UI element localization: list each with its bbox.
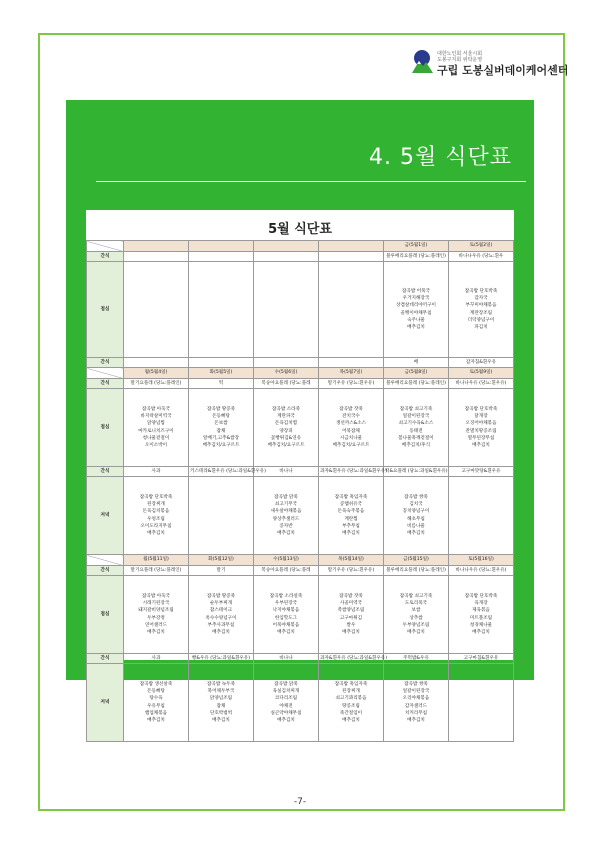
menu-item: 잡곡밥 쌍죽 bbox=[404, 681, 428, 687]
menu-item: 잡채 bbox=[216, 428, 226, 434]
menu-item: 잡곡밥 쌍죽 bbox=[404, 494, 428, 500]
menu-item: 잡곡밥 단호박죽 bbox=[464, 593, 498, 599]
menu-item: 시래기된장국 bbox=[142, 601, 170, 607]
org-name: 구립 도봉실버데이케어센터 bbox=[437, 64, 569, 77]
menu-item: 돈등뼈탕 bbox=[147, 689, 165, 695]
menu-cell bbox=[384, 389, 449, 467]
menu-item: 오이소박이 bbox=[144, 442, 168, 448]
snack-cell: 빵&우유 (당뇨:과일&흰우유) bbox=[189, 654, 254, 664]
menu-item: 어묵야채볶음 bbox=[272, 622, 300, 628]
menu-item: 잡곡밥 아욱국 bbox=[141, 593, 171, 599]
menu-item: 배추김치 bbox=[342, 717, 360, 723]
menu-item: 콩햄쉬유국 bbox=[339, 502, 363, 508]
menu-item: 청경채나물 bbox=[469, 622, 493, 628]
page-number: -7- bbox=[293, 797, 307, 807]
menu-cell bbox=[449, 262, 514, 358]
menu-item: 배추김치 bbox=[407, 629, 425, 635]
snack-cell: 딸기 bbox=[189, 566, 254, 576]
menu-item: 잡곡밥 땅콩죽 bbox=[206, 406, 236, 412]
menu-item: 배추김치 bbox=[147, 530, 165, 536]
menu-item: 잡곡밥 단호박죽 bbox=[464, 288, 498, 294]
menu-item: 돈육김치볶음 bbox=[142, 509, 170, 515]
snack-cell bbox=[124, 252, 189, 262]
menu-item: 양장피 bbox=[279, 428, 293, 434]
menu-cell bbox=[449, 576, 514, 654]
menu-item: 얼갈이된장국 bbox=[402, 689, 430, 695]
day-header: 토(5월16일) bbox=[449, 555, 514, 566]
snack-cell: 바나나 bbox=[254, 467, 319, 477]
menu-item: 잡곡밥 아욱국 bbox=[141, 406, 171, 412]
snack-cell: 떡 bbox=[189, 379, 254, 389]
menu-item: 사골미역국 bbox=[339, 601, 363, 607]
menu-item: 잡곡밥 닭죽 bbox=[274, 494, 298, 500]
menu-item: 잡곡밥 단호박죽 bbox=[139, 494, 173, 500]
menu-item: 배추김치 bbox=[407, 717, 425, 723]
snack-cell: 배 bbox=[384, 358, 449, 368]
menu-item: 배추김치 bbox=[472, 442, 490, 448]
snack-cell: 고구마칩&흰우유 bbox=[449, 654, 514, 664]
menu-cell bbox=[124, 664, 189, 742]
menu-cell bbox=[384, 477, 449, 555]
menu-cell bbox=[124, 262, 189, 358]
menu-title: 5월 식단표 bbox=[268, 222, 332, 237]
menu-cell bbox=[319, 477, 384, 555]
menu-item: 시금치나물 bbox=[339, 435, 363, 441]
meal-label-lunch: 점심 bbox=[87, 262, 124, 358]
menu-item: 배추김치 bbox=[147, 717, 165, 723]
menu-row bbox=[87, 368, 514, 379]
menu-item: 오징어야채볶음 bbox=[465, 421, 497, 427]
menu-cell bbox=[449, 664, 514, 742]
menu-item: 옥수수양념구이 bbox=[205, 615, 237, 621]
menu-item: 우유무침 bbox=[147, 703, 165, 709]
menu-item: 배추김치/요구르트 bbox=[332, 442, 370, 448]
menu-item: 비름나물 bbox=[407, 523, 425, 529]
snack-cell: 고구마맛탕&흰우유 bbox=[449, 467, 514, 477]
menu-item: 잡곡밥 단호박죽 bbox=[464, 406, 498, 412]
day-header: 목(5월7일) bbox=[319, 368, 384, 379]
snack-cell bbox=[319, 252, 384, 262]
snack-cell bbox=[254, 358, 319, 368]
snack-cell: 바나나우유 (당뇨:흰우유) bbox=[449, 566, 514, 576]
menu-cell bbox=[254, 664, 319, 742]
green-panel bbox=[66, 100, 534, 723]
menu-item: 파김치 bbox=[474, 324, 488, 330]
day-header: 월(5월11일) bbox=[124, 555, 189, 566]
menu-item: 닭양념조림 bbox=[209, 696, 233, 702]
menu-item: 열무된장무침 bbox=[467, 435, 495, 441]
menu-item: 탕수육 bbox=[149, 696, 163, 702]
org-subtitle: 대한노인회 서울시회 도봉구지회 위탁운영 bbox=[437, 51, 483, 63]
snack-cell: 바나나 bbox=[254, 654, 319, 664]
menu-cell bbox=[124, 477, 189, 555]
snack-cell: 사과 bbox=[124, 654, 189, 664]
menu-item: 돈육김치찜 bbox=[274, 421, 298, 427]
menu-row bbox=[87, 654, 514, 664]
meal-label-dinner: 저녁 bbox=[87, 664, 124, 742]
menu-item: 닭양념찜 bbox=[147, 421, 165, 427]
day-header: 수(5월13일) bbox=[254, 555, 319, 566]
meal-label-dinner: 저녁 bbox=[87, 477, 124, 555]
snack-cell: 복숭아요플레 (당뇨:플레 bbox=[254, 379, 319, 389]
menu-item: 마카로니치즈구이 bbox=[138, 428, 174, 434]
snack-cell: 주먹밥&우유 bbox=[384, 654, 449, 664]
menu-item: 잡곡밥 흑임자죽 bbox=[334, 681, 368, 687]
menu-item: 어묵잡채 bbox=[342, 428, 360, 434]
menu-item: 잡곡밥 어묵국 bbox=[401, 288, 431, 294]
menu-item: 북어채두부국 bbox=[207, 689, 235, 695]
title-divider bbox=[96, 181, 526, 182]
menu-item: 잡곡밥 닭죽 bbox=[274, 681, 298, 687]
menu-item: 잡채 bbox=[216, 703, 226, 709]
snack-cell bbox=[124, 358, 189, 368]
menu-row bbox=[87, 664, 514, 742]
menu-item: 된장찌개 bbox=[147, 502, 165, 508]
menu-row bbox=[87, 241, 514, 252]
menu-item: 계란찜 bbox=[344, 516, 358, 522]
menu-item: 미트볼조림 bbox=[469, 615, 493, 621]
menu-cell bbox=[254, 576, 319, 654]
menu-item: 된장찌개 bbox=[342, 689, 360, 695]
menu-cell bbox=[124, 576, 189, 654]
menu-item: 쇠고기꽈리볶음 bbox=[335, 696, 367, 702]
menu-item: 우엉조림 bbox=[147, 516, 165, 522]
menu-cell bbox=[254, 477, 319, 555]
menu-row bbox=[87, 576, 514, 654]
menu-item: 잡곡밥 쇠고기죽 bbox=[399, 593, 433, 599]
menu-item: 잡곡밥 잣죽 bbox=[339, 593, 363, 599]
menu-item: 보쌈 bbox=[411, 608, 421, 614]
menu-item: 바지락살미역국 bbox=[140, 414, 172, 420]
menu-item: 돼지갈비양념조림 bbox=[138, 608, 174, 614]
snack-cell: 바나나우유 (당뇨:흰우유) bbox=[449, 379, 514, 389]
day-header bbox=[254, 241, 319, 252]
menu-cell bbox=[384, 262, 449, 358]
menu-row bbox=[87, 477, 514, 555]
menu-item: 감자국 bbox=[474, 296, 488, 302]
menu-item: 꽁치양념구이 bbox=[402, 509, 430, 515]
menu-item: 잡곡밥 녹두죽 bbox=[206, 681, 236, 687]
snack-cell: 딸기우유 (당뇨:흰우유) bbox=[319, 566, 384, 576]
day-header: 월(5월4일) bbox=[124, 368, 189, 379]
day-header: 금(5월8일) bbox=[384, 368, 449, 379]
menu-item: 우거지해장국 bbox=[402, 296, 430, 302]
menu-item: 잡곡밥 소라설죽 bbox=[269, 593, 303, 599]
menu-cell bbox=[254, 389, 319, 467]
menu-item: 낙지야채볶음 bbox=[272, 608, 300, 614]
day-header: 수(5월6일) bbox=[254, 368, 319, 379]
snack-cell: 딸기우유 (당뇨:흰우유) bbox=[319, 379, 384, 389]
menu-item: 오리야채볶음 bbox=[402, 696, 430, 702]
menu-item: 배추김치 bbox=[147, 629, 165, 635]
snack-cell: 딸기요플레 (당뇨:플레인) bbox=[124, 379, 189, 389]
menu-item: 부꾸미야채볶음 bbox=[465, 303, 497, 309]
menu-item: 얼갈이된장국 bbox=[402, 414, 430, 420]
menu-item: 배추김치 bbox=[342, 629, 360, 635]
meal-label-snack: 간식 bbox=[87, 467, 124, 477]
snack-cell bbox=[189, 252, 254, 262]
day-header: 토(5월2일) bbox=[449, 241, 514, 252]
meal-label-snack: 간식 bbox=[87, 252, 124, 262]
menu-item: 육개장 bbox=[474, 601, 488, 607]
menu-item: 오이도라지무침 bbox=[140, 523, 172, 529]
mountain-logo-icon bbox=[410, 49, 434, 75]
menu-item: 연어샐러드 bbox=[144, 622, 168, 628]
menu-item: 해초무침 bbox=[407, 516, 425, 522]
menu-item: 배추김치 bbox=[342, 530, 360, 536]
menu-cell bbox=[189, 664, 254, 742]
menu-item: 잡곡밥 잣죽 bbox=[339, 406, 363, 412]
menu-item: 육실김치찌개 bbox=[272, 689, 300, 695]
menu-item: 야채전 bbox=[279, 703, 293, 709]
menu-cell bbox=[384, 576, 449, 654]
menu-item: 생선까스&소스 bbox=[335, 421, 367, 427]
menu-item: 꽃빵튀김&연유 bbox=[270, 435, 302, 441]
menu-item: 고구마튀김 bbox=[339, 615, 363, 621]
menu-item: 제육볶음 bbox=[472, 608, 490, 614]
menu-item: 잡곡밥 소라죽 bbox=[271, 406, 301, 412]
snack-cell: 바나나우유 (당뇨:흰우 bbox=[449, 252, 514, 262]
day-header: 금(5월1일) bbox=[384, 241, 449, 252]
menu-item: 두부강정 bbox=[147, 615, 165, 621]
menu-item: 코다리조림 bbox=[274, 696, 298, 702]
menu-item: 배추김치 bbox=[277, 717, 295, 723]
menu-item: 콩자반 bbox=[279, 523, 293, 529]
menu-row bbox=[87, 262, 514, 358]
snack-cell bbox=[319, 358, 384, 368]
menu-row bbox=[87, 566, 514, 576]
menu-cell bbox=[189, 477, 254, 555]
menu-table bbox=[86, 240, 514, 742]
menu-row bbox=[87, 467, 514, 477]
menu-item: 쌀우 bbox=[346, 622, 356, 628]
snack-cell: 과자&흰우유 (당뇨:과일&흰우유) bbox=[319, 467, 384, 477]
menu-item: 계란파국 bbox=[277, 414, 295, 420]
menu-cell bbox=[449, 389, 514, 467]
menu-item: 햄업채볶음 bbox=[144, 710, 168, 716]
menu-item: 순두부찌개 bbox=[209, 601, 233, 607]
menu-item: 잡곡밥 쇠고기죽 bbox=[399, 406, 433, 412]
menu-item: 숙주나물 bbox=[407, 317, 425, 323]
menu-cell bbox=[384, 664, 449, 742]
day-header: 금(5월15일) bbox=[384, 555, 449, 566]
menu-item: 부추사과무침 bbox=[207, 622, 235, 628]
header-diagonal-cell bbox=[87, 368, 124, 379]
snack-cell: 블루베리요플레 (당뇨:플레인) bbox=[384, 252, 449, 262]
menu-item: 쇠고기수육&소스 bbox=[398, 421, 434, 427]
menu-row bbox=[87, 379, 514, 389]
menu-item: 배추김치 bbox=[212, 717, 230, 723]
menu-item: 부추무침 bbox=[342, 523, 360, 529]
menu-item: 새우살야채볶음 bbox=[270, 509, 302, 515]
snack-cell: 블루베리요플레 (당뇨:플레인) bbox=[384, 379, 449, 389]
snack-cell: 복숭아요플레 (당뇨:플레 bbox=[254, 566, 319, 576]
menu-item: 골뱅이야채무침 bbox=[400, 310, 432, 316]
center-logo bbox=[410, 49, 569, 81]
section-title: 4. 5월 식단표 bbox=[369, 145, 512, 170]
menu-cell bbox=[254, 262, 319, 358]
menu-item: 배추김치/요구르트 bbox=[267, 442, 305, 448]
menu-item: 알배기,고추&쌈장 bbox=[202, 435, 240, 441]
meal-label-snack: 간식 bbox=[87, 654, 124, 664]
menu-item: 더덕양념구이 bbox=[467, 317, 495, 323]
menu-item: 땅콩조림 bbox=[342, 703, 360, 709]
menu-item: 배추김치 bbox=[212, 629, 230, 635]
menu-item: 상추쌈 bbox=[409, 615, 423, 621]
menu-item: 죽간절임이 bbox=[339, 710, 363, 716]
menu-item: 잡곡밥 땅콩죽 bbox=[206, 593, 236, 599]
day-header: 화(5월12일) bbox=[189, 555, 254, 566]
menu-item: 잡곡밥 생선살죽 bbox=[139, 681, 173, 687]
menu-row bbox=[87, 252, 514, 262]
menu-cell bbox=[189, 576, 254, 654]
menu-item: 상겹살데리야끼구이 bbox=[396, 303, 436, 309]
menu-cell bbox=[319, 576, 384, 654]
menu-cell bbox=[319, 262, 384, 358]
menu-item: 촉쌈양념조림 bbox=[337, 608, 365, 614]
day-header bbox=[124, 241, 189, 252]
snack-cell: 키스테라&흰우유 (당뇨:과일&흰우유) bbox=[189, 467, 254, 477]
snack-cell: 갑자칩&흰우유 bbox=[449, 358, 514, 368]
menu-cell bbox=[124, 389, 189, 467]
menu-item: 배추김치 bbox=[277, 629, 295, 635]
menu-row bbox=[87, 358, 514, 368]
day-header bbox=[189, 241, 254, 252]
menu-item: 돈육숙주볶음 bbox=[337, 509, 365, 515]
menu-item: 청나물겉절이 bbox=[142, 435, 170, 441]
header-diagonal-cell bbox=[87, 555, 124, 566]
snack-cell bbox=[254, 252, 319, 262]
menu-cell bbox=[319, 664, 384, 742]
header-diagonal-cell bbox=[87, 241, 124, 252]
menu-item: 감자샐러드 bbox=[404, 703, 428, 709]
menu-item: 실곤약야채무침 bbox=[270, 710, 302, 716]
snack-cell: 블루베리요플레 (당뇨:플레인) bbox=[384, 566, 449, 576]
snack-cell: 과자&흰우유 (당뇨:과일&흰우유) bbox=[319, 654, 384, 664]
meal-label-lunch: 점심 bbox=[87, 576, 124, 654]
menu-item: 배추김치/요구르트 bbox=[202, 442, 240, 448]
meal-label-snack: 간식 bbox=[87, 358, 124, 368]
menu-item: 잔치국수 bbox=[342, 414, 360, 420]
menu-item: 찹스테이크 bbox=[209, 608, 233, 614]
meal-label-snack: 간식 bbox=[87, 566, 124, 576]
menu-item: 배추김치 bbox=[407, 324, 425, 330]
menu-item: 양상추샐러드 bbox=[272, 516, 300, 522]
menu-item: 계란장조림 bbox=[469, 310, 493, 316]
menu-item: 김치국 bbox=[409, 502, 423, 508]
menu-cell bbox=[449, 477, 514, 555]
snack-cell bbox=[189, 358, 254, 368]
menu-item: 돈등뼈탕 bbox=[212, 414, 230, 420]
menu-item: 배추김치 bbox=[277, 530, 295, 536]
meal-label-lunch: 점심 bbox=[87, 389, 124, 467]
menu-item: 단호박범벅 bbox=[209, 710, 233, 716]
menu-sheet bbox=[86, 210, 514, 723]
menu-cell bbox=[319, 389, 384, 467]
menu-item: 봄나물흑깨겉절이 bbox=[398, 435, 434, 441]
menu-cell bbox=[189, 262, 254, 358]
menu-item: 두부양념조림 bbox=[402, 622, 430, 628]
menu-item: 닭개장 bbox=[474, 414, 488, 420]
menu-item: 잡곡밥 흑임자죽 bbox=[334, 494, 368, 500]
menu-row bbox=[87, 555, 514, 566]
menu-item: 배추김치 bbox=[407, 530, 425, 536]
menu-item: 도토리묵국 bbox=[404, 601, 428, 607]
menu-item: 한입핫도그 bbox=[274, 615, 298, 621]
menu-cell bbox=[189, 389, 254, 467]
menu-row bbox=[87, 389, 514, 467]
menu-item: 치커리무침 bbox=[404, 710, 428, 716]
snack-cell: 떡&요플레 (당뇨:과일&흰우유) bbox=[384, 467, 449, 477]
day-header: 화(5월5일) bbox=[189, 368, 254, 379]
snack-cell: 사과 bbox=[124, 467, 189, 477]
day-header: 목(5월14일) bbox=[319, 555, 384, 566]
menu-item: 쇠고기무국 bbox=[274, 502, 298, 508]
snack-cell: 딸기요플레 (당뇨:플레인) bbox=[124, 566, 189, 576]
menu-item: 돈보쌈 bbox=[214, 421, 228, 427]
meal-label-snack: 간식 bbox=[87, 379, 124, 389]
day-header bbox=[319, 241, 384, 252]
day-header: 토(5월9일) bbox=[449, 368, 514, 379]
menu-item: 우부된장국 bbox=[274, 601, 298, 607]
menu-item: 잔멸치땅콩조림 bbox=[465, 428, 497, 434]
menu-item: 동태전 bbox=[409, 428, 423, 434]
menu-item: 배추김치/후식 bbox=[401, 442, 431, 448]
menu-item: 배추김치 bbox=[472, 629, 490, 635]
